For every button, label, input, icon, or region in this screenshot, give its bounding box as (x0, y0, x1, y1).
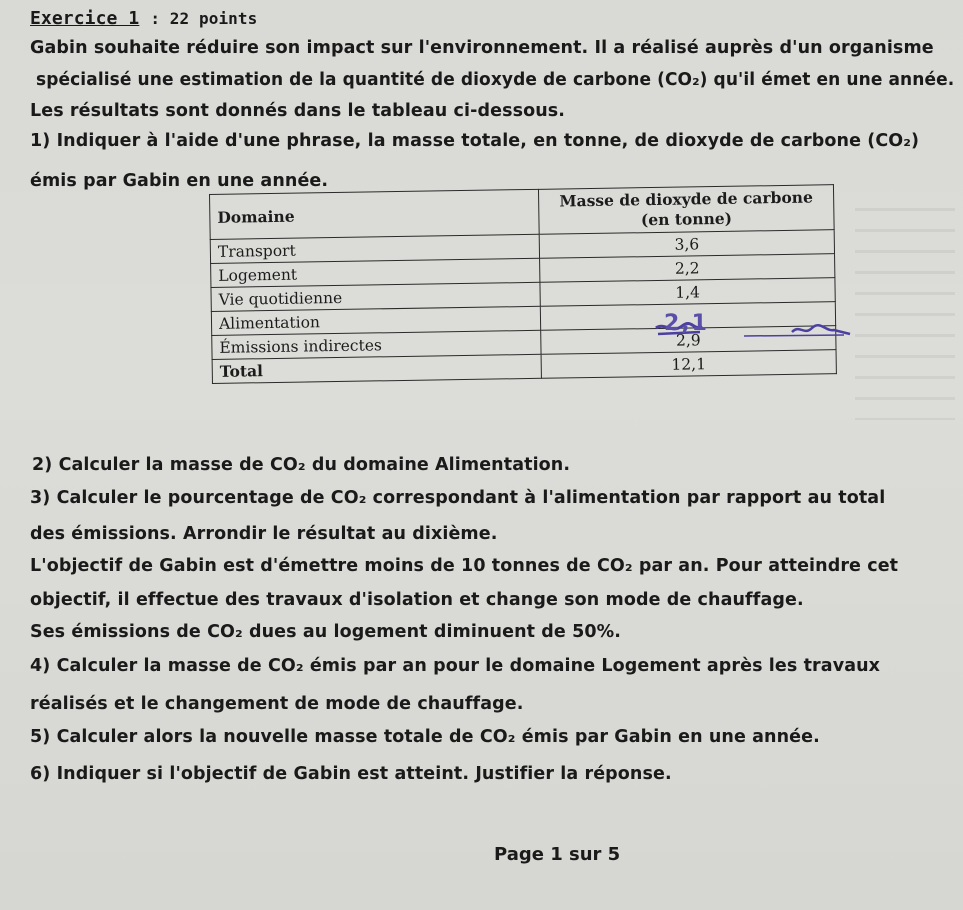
emissions-table (209, 184, 837, 384)
domain-cell: Transport (210, 234, 539, 263)
header-domain: Domaine (210, 189, 540, 239)
mass-cell: 1,4 (540, 278, 835, 307)
question-3-line-2: des émissions. Arrondir le résultat au dixième. (30, 524, 498, 544)
question-6: 6) Indiquer si l'objectif de Gabin est atteint. Justifier la réponse. (30, 764, 672, 784)
exercise-label: Exercice 1 (30, 8, 140, 29)
objective-line-3: Ses émissions de CO₂ dues au logement diminuent de 50%. (30, 622, 622, 642)
question-4-line-2: réalisés et le changement de mode de chauffage. (30, 694, 524, 714)
question-4-line-1: 4) Calculer la masse de CO₂ émis par an pour le domaine Logement après les travaux (30, 656, 881, 676)
page-number: Page 1 sur 5 (494, 844, 621, 865)
intro-line-1: Gabin souhaite réduire son impact sur l'environnement. Il a réalisé auprès d'un organisme (30, 38, 934, 58)
domain-cell: Vie quotidienne (211, 282, 540, 311)
handwritten-answer: 2,1 (664, 311, 709, 336)
domain-cell: Alimentation (211, 306, 540, 335)
mass-cell: 2,9 (541, 326, 836, 355)
total-mass-cell: 12,1 (541, 350, 836, 379)
exercise-title (30, 8, 257, 29)
intro-line-2: spécialisé une estimation de la quantité de dioxyde de carbone (CO₂) qu'il émet en une année. (36, 70, 955, 90)
bleed-through-texture (855, 190, 955, 420)
question-1-line-2: émis par Gabin en une année. (30, 171, 329, 191)
mass-cell: 3,6 (539, 230, 834, 259)
mass-cell: 2,2 (540, 254, 835, 283)
header-mass (538, 185, 834, 235)
exercise-points: : 22 points (150, 9, 258, 28)
question-1-line-1: 1) Indiquer à l'aide d'une phrase, la masse totale, en tonne, de dioxyde de carbone (CO₂) (30, 131, 920, 151)
intro-line-3: Les résultats sont donnés dans le tableau ci-dessous. (30, 101, 566, 121)
total-label-cell: Total (212, 354, 541, 383)
question-2: 2) Calculer la masse de CO₂ du domaine Alimentation. (32, 455, 571, 475)
question-5: 5) Calculer alors la nouvelle masse totale de CO₂ émis par Gabin en une année. (30, 727, 820, 747)
question-3-line-1: 3) Calculer le pourcentage de CO₂ correspondant à l'alimentation par rapport au total (30, 488, 886, 508)
header-mass-line-2: (en tonne) (640, 208, 733, 230)
header-mass-line-1: Masse de dioxyde de carbone (559, 187, 814, 211)
domain-cell: Émissions indirectes (212, 330, 541, 359)
domain-cell: Logement (211, 258, 540, 287)
objective-line-2: objectif, il effectue des travaux d'isolation et change son mode de chauffage. (30, 590, 804, 610)
objective-line-1: L'objectif de Gabin est d'émettre moins de 10 tonnes de CO₂ par an. Pour atteindre cet (30, 556, 899, 576)
